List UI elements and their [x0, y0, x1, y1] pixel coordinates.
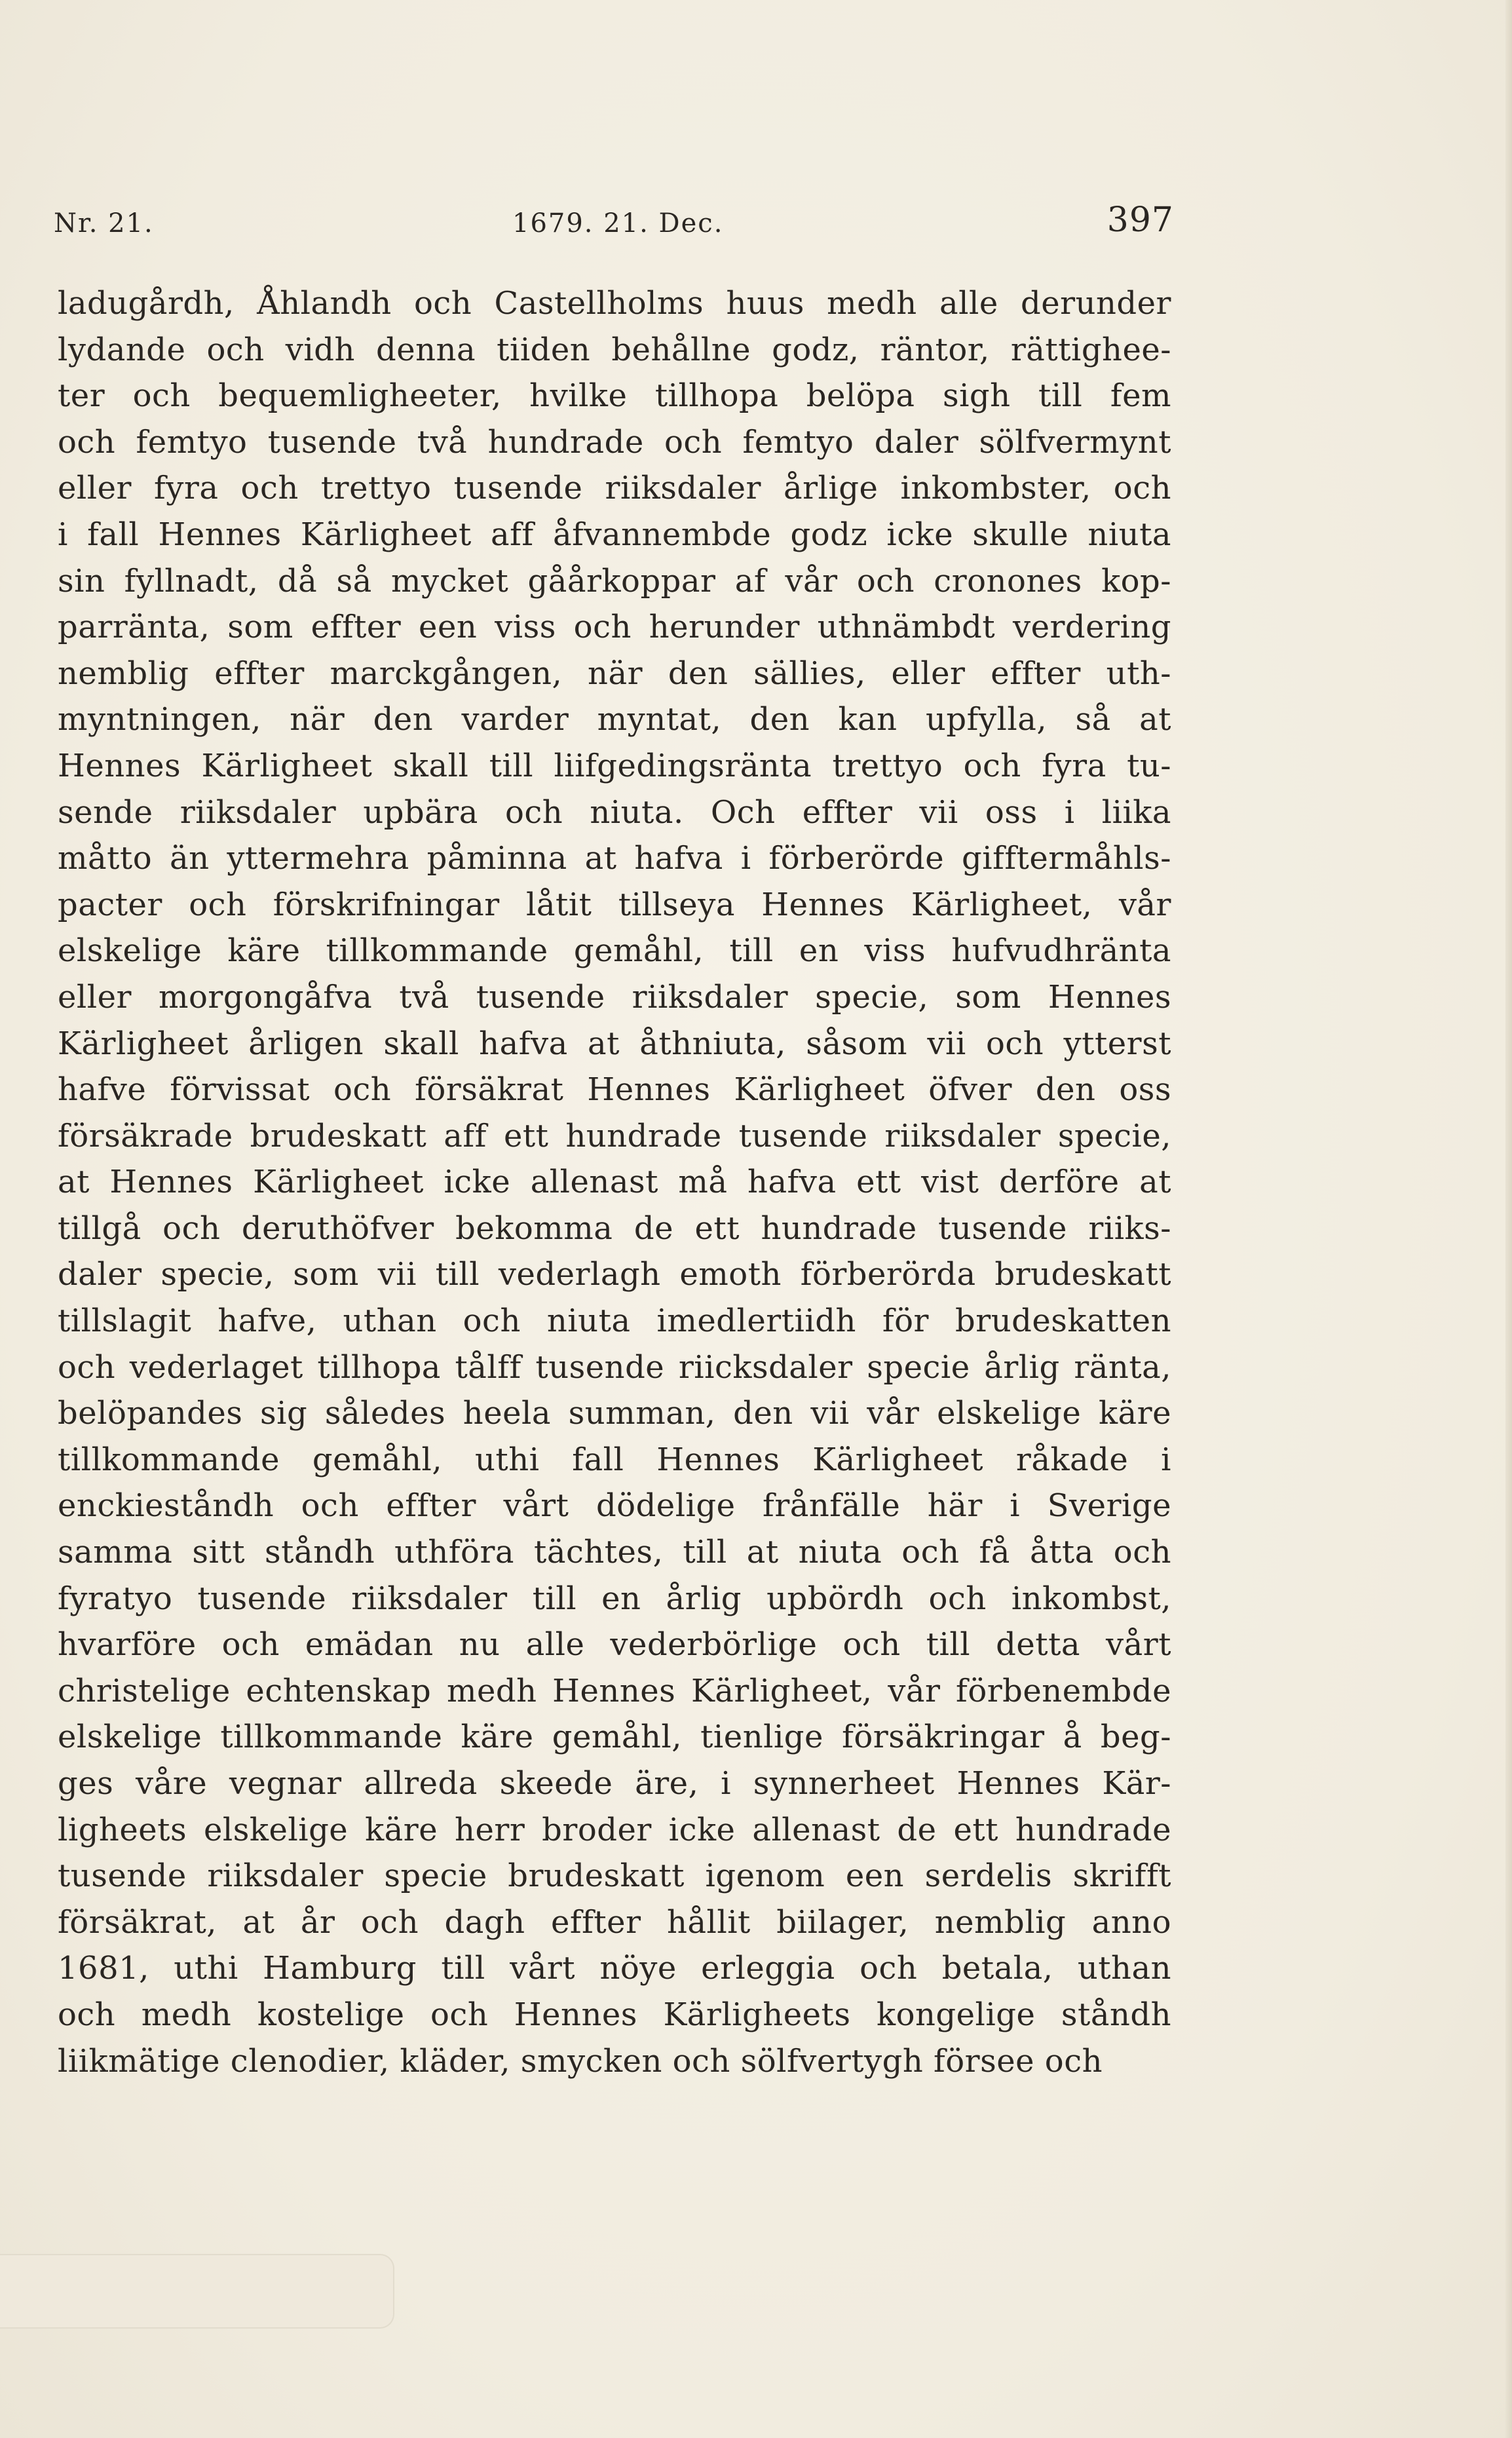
text-line: nemblig effter marckgången, när den sällies, eller effter uth-: [58, 655, 1171, 692]
text-line: ladugårdh, Åhlandh och Castellholms huus medh alle derunder: [58, 285, 1171, 322]
text-line: Hennes Kärligheet skall till liifgedingsränta trettyo och fyra tu-: [58, 747, 1171, 784]
text-line: Kärligheet årligen skall hafva at åthniuta, såsom vii och ytterst: [58, 1025, 1171, 1062]
text-line: eller fyra och trettyo tusende riiksdaler årlige inkombster, och: [58, 470, 1171, 507]
text-line: samma sitt ståndh uthföra tächtes, till at niuta och få åtta och: [58, 1534, 1171, 1571]
text-line: försäkrade brudeskatt aff ett hundrade tusende riiksdaler specie,: [58, 1117, 1171, 1154]
text-line: och femtyo tusende två hundrade och femtyo daler sölfvermynt: [58, 423, 1171, 461]
text-line: sende riiksdaler upbära och niuta. Och effter vii oss i liika: [58, 793, 1171, 831]
text-line: ligheets elskelige käre herr broder icke allenast de ett hundrade: [58, 1811, 1171, 1848]
paper-mark: [0, 2254, 394, 2329]
document-date: 1679. 21. Dec.: [512, 208, 724, 238]
text-line: och medh kostelige och Hennes Kärligheets kongelige ståndh: [58, 1996, 1171, 2033]
text-line: daler specie, som vii till vederlagh emoth förberörda brudeskatt: [58, 1256, 1171, 1293]
text-line: christelige echtenskap medh Hennes Kärligheet, vår förbenembde: [58, 1672, 1171, 1709]
text-line: pacter och förskrifningar låtit tillseya Hennes Kärligheet, vår: [58, 886, 1171, 923]
page-edge: [1505, 0, 1512, 2438]
text-line: at Hennes Kärligheet icke allenast må hafva ett vist derföre at: [58, 1164, 1171, 1201]
text-line: belöpandes sig således heela summan, den vii vår elskelige käre: [58, 1395, 1171, 1432]
text-line: myntningen, när den varder myntat, den kan upfylla, så at: [58, 701, 1171, 738]
text-line: tusende riiksdaler specie brudeskatt igenom een serdelis skrifft: [58, 1857, 1171, 1895]
text-line: parränta, som effter een viss och herunder uthnämbdt verdering: [58, 609, 1171, 646]
text-line: hvarföre och emädan nu alle vederbörlige och till detta vårt: [58, 1626, 1171, 1664]
text-line: sin fyllnadt, då så mycket gåårkoppar af vår och cronones kop-: [58, 562, 1171, 600]
text-line: måtto än yttermehra påminna at hafva i förberörde gifftermåhls-: [58, 840, 1171, 877]
text-line: och vederlaget tillhopa tålff tusende riicksdaler specie årlig ränta,: [58, 1348, 1171, 1386]
text-line: tillgå och deruthöfver bekomma de ett hundrade tusende riiks-: [58, 1209, 1171, 1247]
text-line: fyratyo tusende riiksdaler till en årlig upbördh och inkombst,: [58, 1580, 1171, 1617]
text-line: ges våre vegnar allreda skeede äre, i synnerheet Hennes Kär-: [58, 1765, 1171, 1802]
document-number: Nr. 21.: [54, 208, 154, 238]
text-line: elskelige käre tillkommande gemåhl, till en viss hufvudhränta: [58, 932, 1171, 970]
text-line: ter och bequemligheeter, hvilke tillhopa belöpa sigh till fem: [58, 377, 1171, 415]
text-line: lydande och vidh denna tiiden behållne godz, räntor, rättighee-: [58, 331, 1171, 368]
text-line: enckieståndh och effter vårt dödelige frånfälle här i Sverige: [58, 1487, 1171, 1525]
text-line: 1681, uthi Hamburg till vårt nöye erleggia och betala, uthan: [58, 1950, 1171, 1987]
text-line: i fall Hennes Kärligheet aff åfvannembde godz icke skulle niuta: [58, 516, 1171, 553]
page-number: 397: [1106, 200, 1174, 240]
page-header: [54, 197, 1174, 256]
text-line: försäkrat, at år och dagh effter hållit biilager, nemblig anno: [58, 1903, 1171, 1941]
text-line: hafve förvissat och försäkrat Hennes Kärligheet öfver den oss: [58, 1071, 1171, 1109]
text-line: elskelige tillkommande käre gemåhl, tienlige försäkringar å beg-: [58, 1719, 1171, 1756]
text-line: eller morgongåfva två tusende riiksdaler specie, som Hennes: [58, 978, 1171, 1016]
text-line: tillkommande gemåhl, uthi fall Hennes Kärligheet råkade i: [58, 1441, 1171, 1478]
text-line: tillslagit hafve, uthan och niuta imedlertiidh för brudeskatten: [58, 1303, 1171, 1340]
body-text: [58, 280, 1171, 2084]
text-line: liikmätige clenodier, kläder, smycken och sölfvertygh försee och: [58, 2042, 1103, 2080]
